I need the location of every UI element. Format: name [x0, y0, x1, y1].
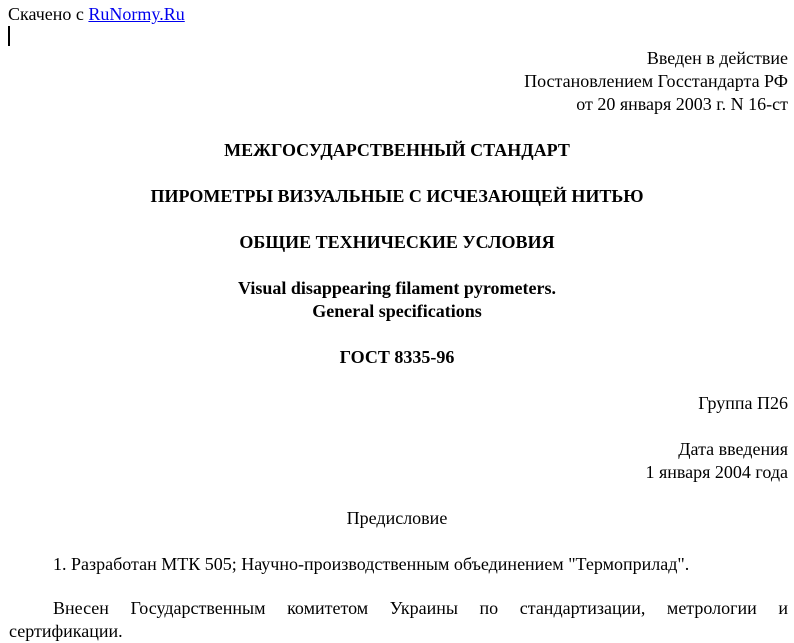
enactment-line-2: Постановлением Госстандарта РФ	[524, 71, 788, 91]
source-line	[8, 3, 185, 25]
source-prefix: Скачено с	[8, 4, 89, 24]
enactment-line-1: Введен в действие	[646, 48, 788, 68]
intro-date-label: Дата введения	[678, 439, 788, 459]
standard-type-heading: МЕЖГОСУДАРСТВЕННЫЙ СТАНДАРТ	[224, 140, 570, 160]
text-cursor	[8, 26, 10, 46]
intro-date-value: 1 января 2004 года	[645, 462, 788, 482]
preface-item-1: 1. Разработан МТК 505; Научно-производственным объединением "Термоприлад".	[53, 554, 690, 574]
preface-heading: Предисловие	[346, 508, 448, 528]
preface-para-2-line-2: сертификации.	[9, 621, 123, 641]
standard-code: ГОСТ 8335-96	[339, 347, 455, 367]
title-ru: ПИРОМЕТРЫ ВИЗУАЛЬНЫЕ С ИСЧЕЗАЮЩЕЙ НИТЬЮ	[150, 186, 644, 206]
source-link[interactable]: RuNormy.Ru	[88, 4, 185, 24]
title-en-line-1: Visual disappearing filament pyrometers.	[238, 278, 556, 298]
enactment-line-3: от 20 января 2003 г. N 16-ст	[576, 94, 788, 114]
group-label: Группа П26	[698, 393, 788, 413]
subtitle-ru: ОБЩИЕ ТЕХНИЧЕСКИЕ УСЛОВИЯ	[239, 232, 555, 252]
title-en-line-2: General specifications	[312, 301, 482, 321]
preface-para-2-line-1: Внесен Государственным комитетом Украины по стандартизации, метрологии и	[53, 598, 788, 618]
